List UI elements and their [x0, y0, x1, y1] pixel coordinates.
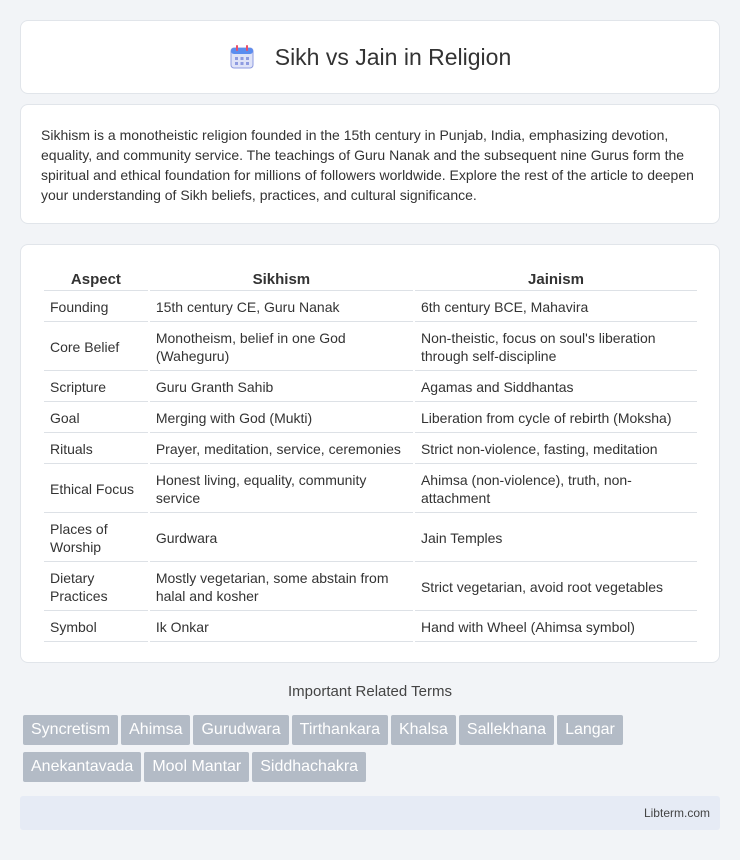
table-cell: Monotheism, belief in one God (Waheguru): [150, 324, 413, 371]
table-cell: Scripture: [44, 373, 148, 402]
intro-card: [20, 104, 720, 224]
column-header-aspect: Aspect: [44, 267, 148, 291]
table-cell: Strict vegetarian, avoid root vegetables: [415, 564, 697, 611]
table-cell: Core Belief: [44, 324, 148, 371]
table-cell: Rituals: [44, 435, 148, 464]
table-cell: Honest living, equality, community service: [150, 466, 413, 513]
table-row: [44, 564, 697, 611]
table-cell: Places of Worship: [44, 515, 148, 562]
table-cell: Dietary Practices: [44, 564, 148, 611]
table-cell: Ik Onkar: [150, 613, 413, 642]
footer-link[interactable]: Libterm.com: [643, 806, 710, 820]
column-header-jainism: Jainism: [415, 267, 697, 291]
tag-ahimsa[interactable]: Ahimsa: [121, 715, 190, 745]
table-row: [44, 515, 697, 562]
table-row: [44, 293, 697, 322]
tag-langar[interactable]: Langar: [557, 715, 623, 745]
calendar-icon: [229, 44, 255, 70]
table-cell: Ethical Focus: [44, 466, 148, 513]
page-title: Sikh vs Jain in Religion: [274, 43, 512, 70]
tag-sallekhana[interactable]: Sallekhana: [459, 715, 554, 745]
tag-siddhachakra[interactable]: Siddhachakra: [252, 752, 366, 782]
table-row: [44, 466, 697, 513]
table-cell: Goal: [44, 404, 148, 433]
table-cell: Founding: [44, 293, 148, 322]
footer: [20, 796, 720, 830]
table-cell: Gurdwara: [150, 515, 413, 562]
tag-syncretism[interactable]: Syncretism: [23, 715, 118, 745]
tag-mool-mantar[interactable]: Mool Mantar: [144, 752, 249, 782]
table-cell: Non-theistic, focus on soul's liberation through self-discipline: [415, 324, 697, 371]
comparison-card: [20, 244, 720, 663]
table-cell: Liberation from cycle of rebirth (Moksha): [415, 404, 697, 433]
table-cell: Agamas and Siddhantas: [415, 373, 697, 402]
tag-tirthankara[interactable]: Tirthankara: [292, 715, 388, 745]
header-card: [20, 20, 720, 94]
table-cell: 6th century BCE, Mahavira: [415, 293, 697, 322]
table-cell: Jain Temples: [415, 515, 697, 562]
tag-anekantavada[interactable]: Anekantavada: [23, 752, 141, 782]
related-terms-list: [23, 715, 723, 789]
table-row: [44, 373, 697, 402]
table-row: [44, 404, 697, 433]
table-cell: Mostly vegetarian, some abstain from halal and kosher: [150, 564, 413, 611]
comparison-table: [42, 265, 699, 644]
table-row: [44, 324, 697, 371]
table-cell: Ahimsa (non-violence), truth, non-attachment: [415, 466, 697, 513]
tag-gurudwara[interactable]: Gurudwara: [193, 715, 288, 745]
table-cell: Merging with God (Mukti): [150, 404, 413, 433]
column-header-sikhism: Sikhism: [150, 267, 413, 291]
table-row: [44, 613, 697, 642]
table-cell: Prayer, meditation, service, ceremonies: [150, 435, 413, 464]
table-cell: Symbol: [44, 613, 148, 642]
table-cell: 15th century CE, Guru Nanak: [150, 293, 413, 322]
tag-khalsa[interactable]: Khalsa: [391, 715, 456, 745]
table-header-row: [44, 267, 697, 291]
table-cell: Strict non-violence, fasting, meditation: [415, 435, 697, 464]
related-terms-title: Important Related Terms: [288, 683, 452, 700]
table-cell: Guru Granth Sahib: [150, 373, 413, 402]
table-row: [44, 435, 697, 464]
table-cell: Hand with Wheel (Ahimsa symbol): [415, 613, 697, 642]
intro-text: Sikhism is a monotheistic religion founded in the 15th century in Punjab, India, emphasizing devotion, equality, and community service. The teachings of Guru Nanak and the subsequent nine Gurus form the spiritual and ethical foundation for millions of followers worldwide. Explore the rest of the article to deepen your understanding of Sikh beliefs, practices, and cultural significance.: [41, 127, 694, 203]
